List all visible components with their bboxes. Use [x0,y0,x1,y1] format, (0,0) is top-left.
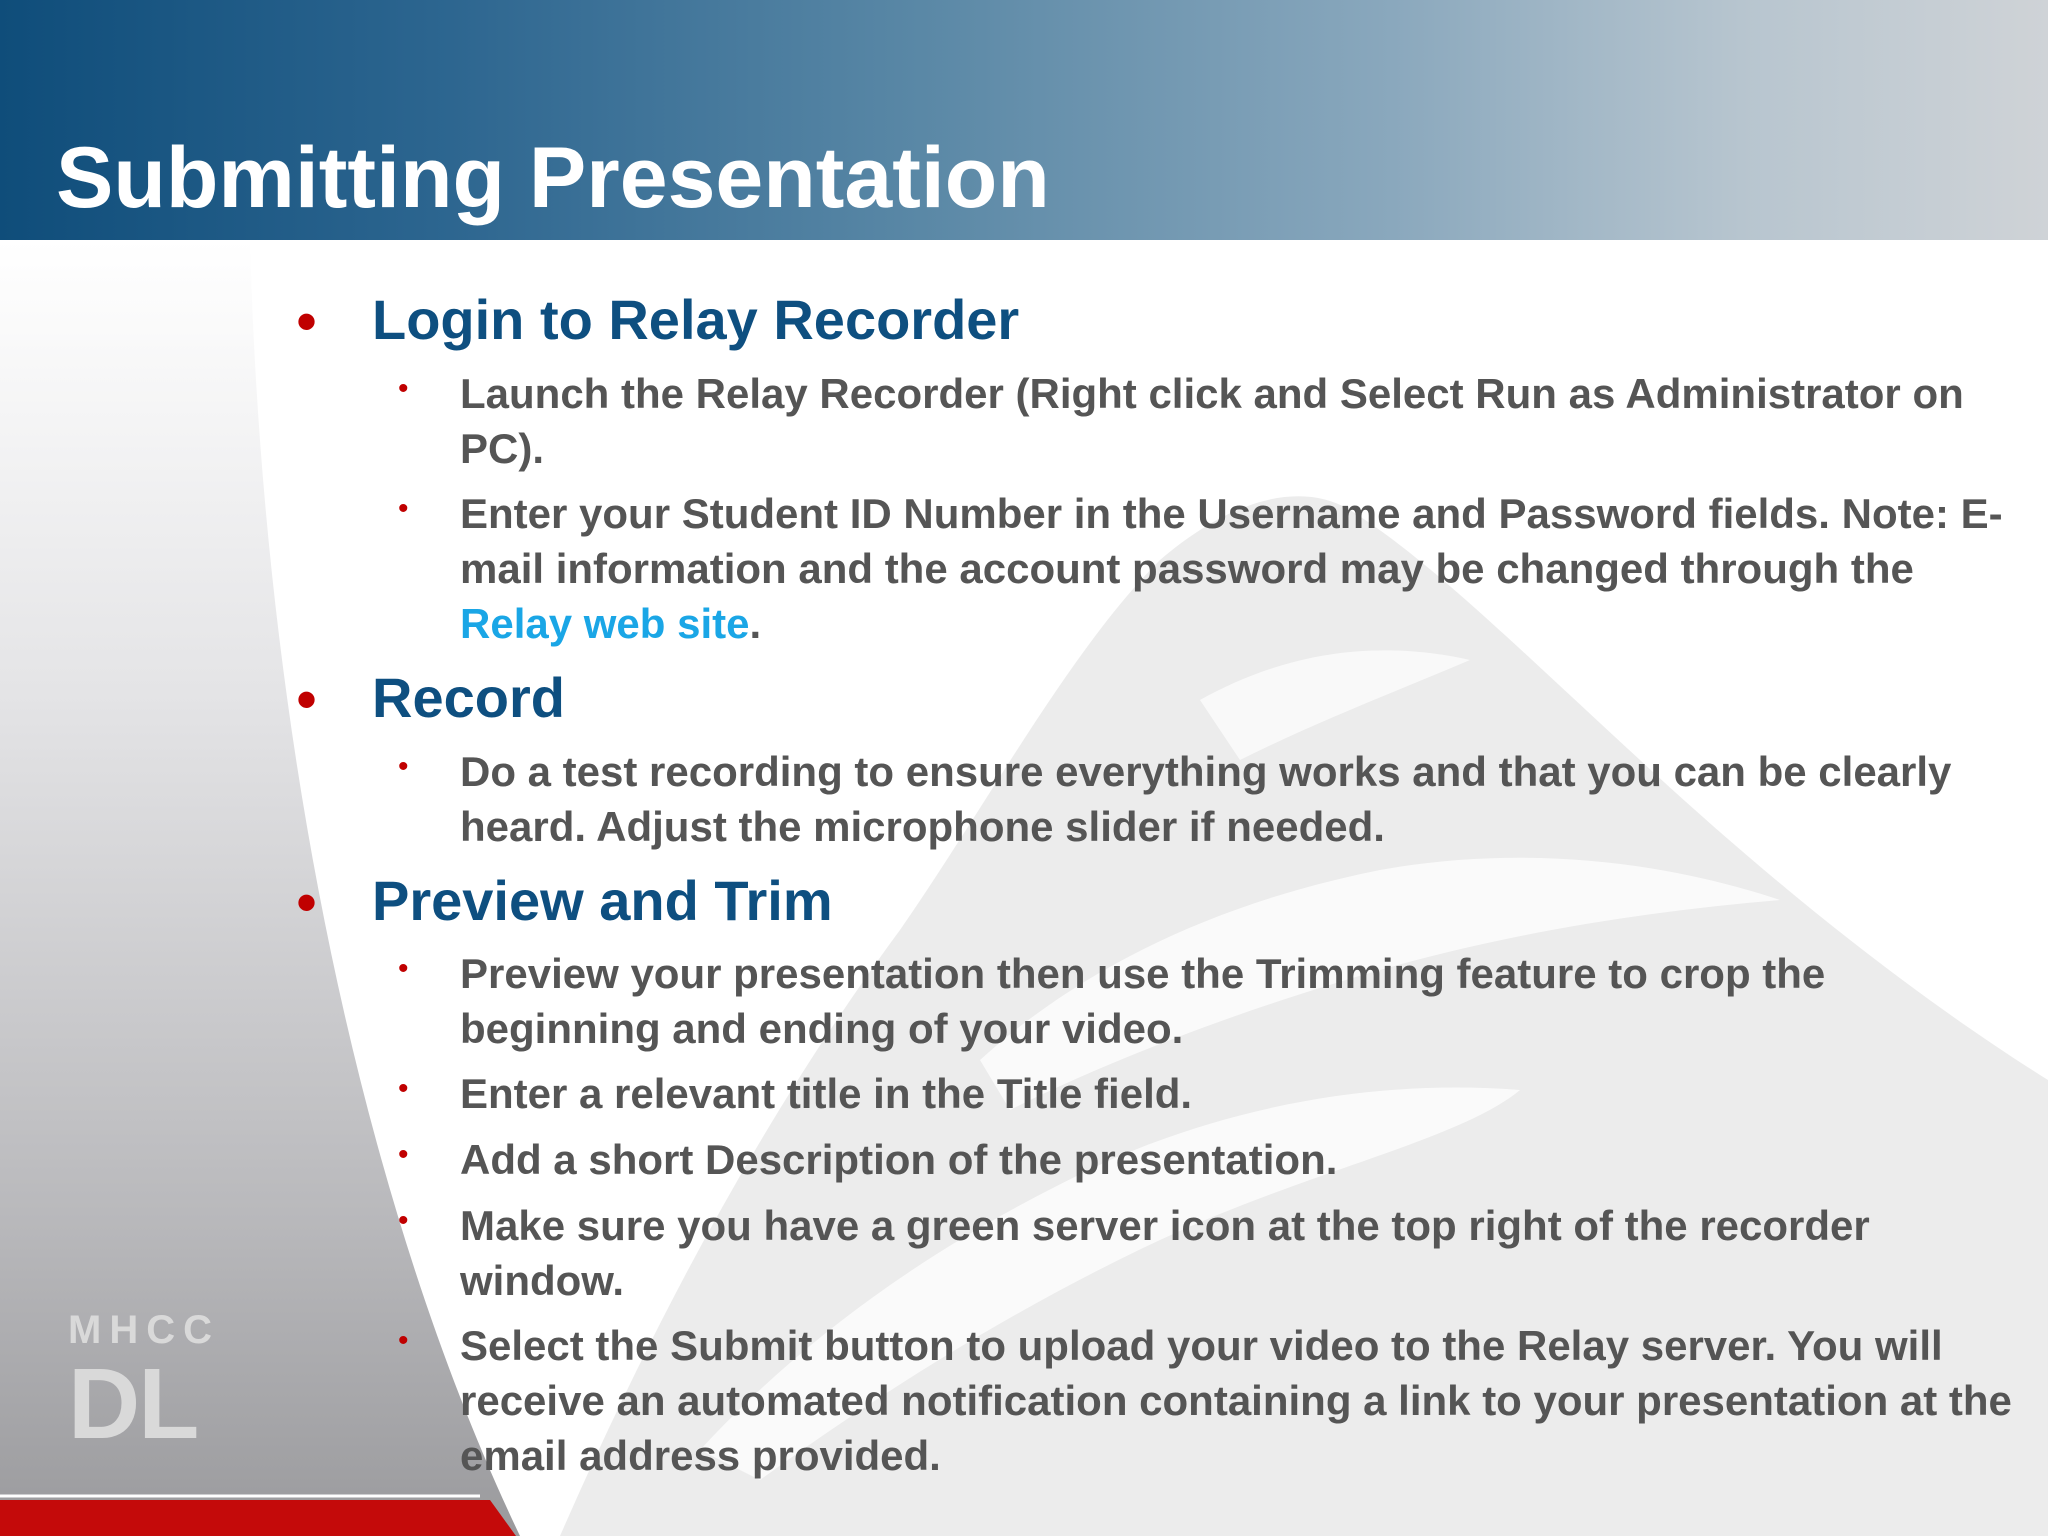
section-bullet: • [296,666,318,733]
mhcc-dl-logo [68,1306,220,1460]
item-bullet: • [398,952,409,985]
list-item: Select the Submit button to upload your video to the Relay server. You will receive an automated notification containing a link to your presentation at the email address provided. [460,1322,2012,1479]
list-item: Enter a relevant title in the Title field. [460,1070,1193,1117]
list-item: Preview your presentation then use the Trimming feature to crop the beginning and ending of your video. [460,950,1826,1052]
section-bullet: • [296,869,318,936]
list-item: Launch the Relay Recorder (Right click and Select Run as Administrator on PC). [460,370,1964,472]
section-heading: Preview and Trim [372,869,833,932]
section-heading: Login to Relay Recorder [372,288,1020,351]
list-item-text: Enter your Student ID Number in the Username and Password fields. Note: E-mail information and the account password may be changed through the [460,490,2003,592]
section-bullet: • [296,288,318,355]
logo-top-text: MHCC [68,1308,220,1352]
logo-bottom-text: DL [68,1348,198,1460]
item-bullet: • [398,1138,409,1171]
list-item [460,486,2020,651]
item-bullet: • [398,372,409,405]
relay-web-site-link[interactable]: Relay web site [460,600,750,647]
item-bullet: • [398,492,409,525]
list-item-text: . [749,600,762,647]
list-item: Add a short Description of the presentation. [460,1136,1338,1183]
item-bullet: • [398,1072,409,1105]
list-item: Make sure you have a green server icon at the top right of the recorder window. [460,1202,1870,1304]
item-bullet: • [398,1204,409,1237]
item-bullet: • [398,750,409,783]
list-item: Do a test recording to ensure everything works and that you can be clearly heard. Adjust the microphone slider if needed. [460,748,1952,850]
section-heading: Record [372,666,565,729]
item-bullet: • [398,1324,409,1357]
slide-title: Submitting Presentation [56,130,1050,226]
